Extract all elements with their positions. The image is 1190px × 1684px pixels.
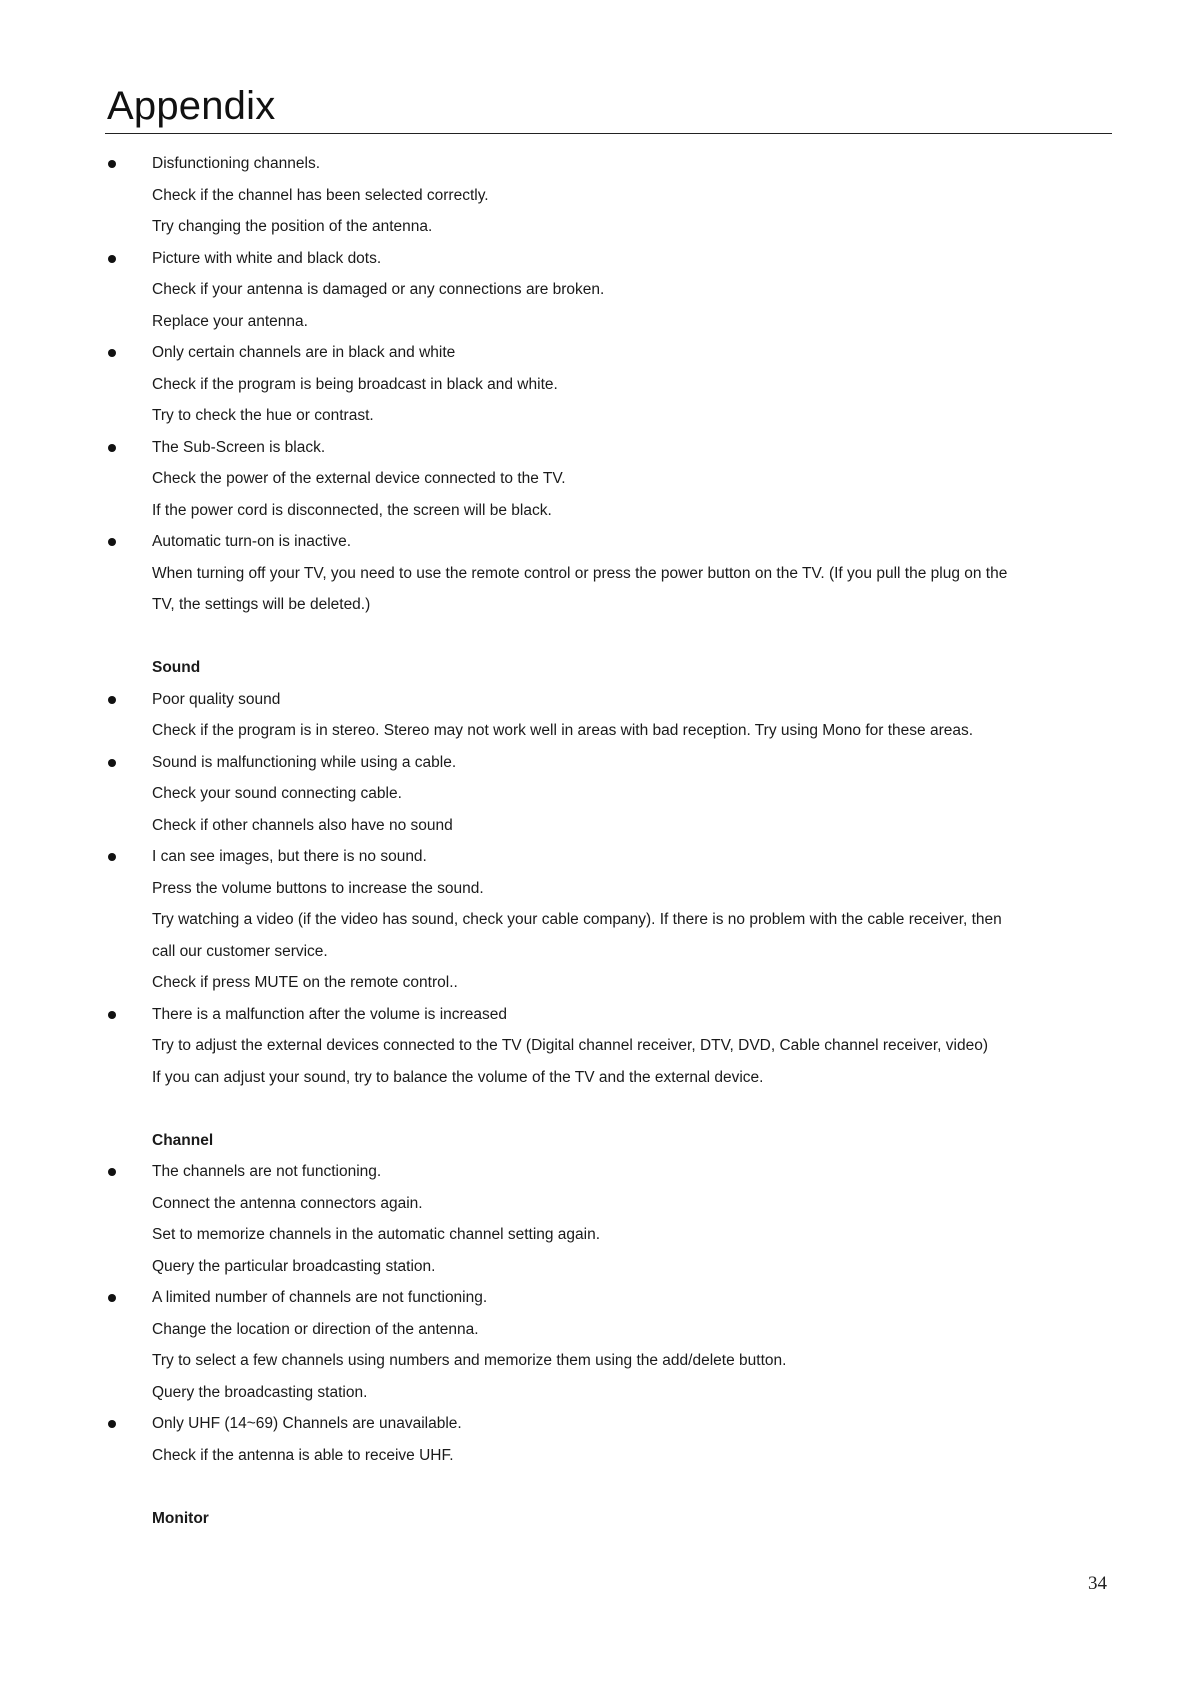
bullet-text: Picture with white and black dots. xyxy=(152,249,382,267)
bullet-text: A limited number of channels are not functioning. xyxy=(152,1289,488,1306)
detail-text: Try to check the hue or contrast. xyxy=(152,407,374,424)
detail-text: Check the power of the external device connected to the TV. xyxy=(152,470,566,487)
bullet-dot-icon xyxy=(108,853,116,861)
page-title: Appendix xyxy=(107,84,276,128)
bullet-item xyxy=(0,999,1190,1031)
bullet-text: Automatic turn-on is inactive. xyxy=(152,533,352,550)
detail-text: Query the broadcasting station. xyxy=(152,1383,368,1401)
detail-text: Try changing the position of the antenna. xyxy=(152,218,433,235)
bullet-text: Poor quality sound xyxy=(152,690,281,708)
detail-text: Try watching a video (if the video has sound, check your cable company). If there is no problem with the cable receiver, then xyxy=(152,911,1002,928)
bullet-dot-icon xyxy=(108,1420,116,1428)
bullet-item xyxy=(0,337,1190,369)
detail-text: Check if press MUTE on the remote control.. xyxy=(152,974,458,991)
detail-text: Check if the channel has been selected correctly. xyxy=(152,186,489,204)
bullet-item xyxy=(0,747,1190,779)
detail-text: If the power cord is disconnected, the screen will be black. xyxy=(152,501,552,519)
detail-text: If you can adjust your sound, try to balance the volume of the TV and the external device. xyxy=(152,1068,764,1086)
bullet-item xyxy=(0,841,1190,873)
bullet-item xyxy=(0,1156,1190,1188)
bullet-dot-icon xyxy=(108,696,116,704)
bullet-item xyxy=(0,684,1190,716)
detail-text: Try to adjust the external devices connected to the TV (Digital channel receiver, DTV, DVD, Cable channel receiver, video) xyxy=(152,1037,988,1054)
detail-text: Press the volume buttons to increase the sound. xyxy=(152,879,484,897)
bullet-item xyxy=(0,1282,1190,1314)
detail-text: Change the location or direction of the antenna. xyxy=(152,1320,479,1338)
section-heading-channel: Channel xyxy=(152,1131,214,1149)
bullet-dot-icon xyxy=(108,1011,116,1019)
bullet-text: Only certain channels are in black and white xyxy=(152,344,456,361)
bullet-text: I can see images, but there is no sound. xyxy=(152,848,427,865)
bullet-text: Sound is malfunctioning while using a cable. xyxy=(152,753,457,771)
detail-text: Check if the program is in stereo. Stereo may not work well in areas with bad reception. Try using Mono for these areas. xyxy=(152,722,974,739)
bullet-dot-icon xyxy=(108,255,116,263)
bullet-text: Only UHF (14~69) Channels are unavailable. xyxy=(152,1415,462,1432)
detail-text: Set to memorize channels in the automatic channel setting again. xyxy=(152,1226,601,1243)
bullet-dot-icon xyxy=(108,1168,116,1176)
detail-text: Connect the antenna connectors again. xyxy=(152,1194,423,1212)
bullet-dot-icon xyxy=(108,349,116,357)
detail-text: Check if your antenna is damaged or any connections are broken. xyxy=(152,281,605,298)
bullet-text: The channels are not functioning. xyxy=(152,1163,382,1180)
page-number: 34 xyxy=(1088,1573,1107,1594)
detail-text: TV, the settings will be deleted.) xyxy=(152,596,371,613)
detail-text: Check if the antenna is able to receive UHF. xyxy=(152,1446,454,1464)
troubleshooting-content xyxy=(0,148,1190,1534)
detail-text: Query the particular broadcasting station. xyxy=(152,1257,436,1275)
title-divider xyxy=(105,133,1112,134)
detail-text: Check if the program is being broadcast in black and white. xyxy=(152,375,558,393)
bullet-dot-icon xyxy=(108,759,116,767)
section-heading-monitor: Monitor xyxy=(152,1509,209,1527)
detail-text: Try to select a few channels using numbers and memorize them using the add/delete button. xyxy=(152,1352,787,1369)
detail-text: Check your sound connecting cable. xyxy=(152,785,402,802)
bullet-item xyxy=(0,243,1190,275)
bullet-dot-icon xyxy=(108,160,116,168)
bullet-text: There is a malfunction after the volume is increased xyxy=(152,1005,507,1023)
detail-text: Check if other channels also have no sound xyxy=(152,816,453,834)
bullet-text: The Sub-Screen is black. xyxy=(152,438,326,456)
bullet-item xyxy=(0,148,1190,180)
detail-text: Replace your antenna. xyxy=(152,312,308,330)
bullet-dot-icon xyxy=(108,1294,116,1302)
bullet-item xyxy=(0,526,1190,558)
bullet-dot-icon xyxy=(108,444,116,452)
detail-text: call our customer service. xyxy=(152,942,328,960)
bullet-text: Disfunctioning channels. xyxy=(152,155,321,172)
bullet-dot-icon xyxy=(108,538,116,546)
section-heading-sound: Sound xyxy=(152,659,201,676)
bullet-item xyxy=(0,432,1190,464)
bullet-item xyxy=(0,1408,1190,1440)
detail-text: When turning off your TV, you need to use the remote control or press the power button on the TV. (If you pull the plug on the xyxy=(152,564,1008,582)
